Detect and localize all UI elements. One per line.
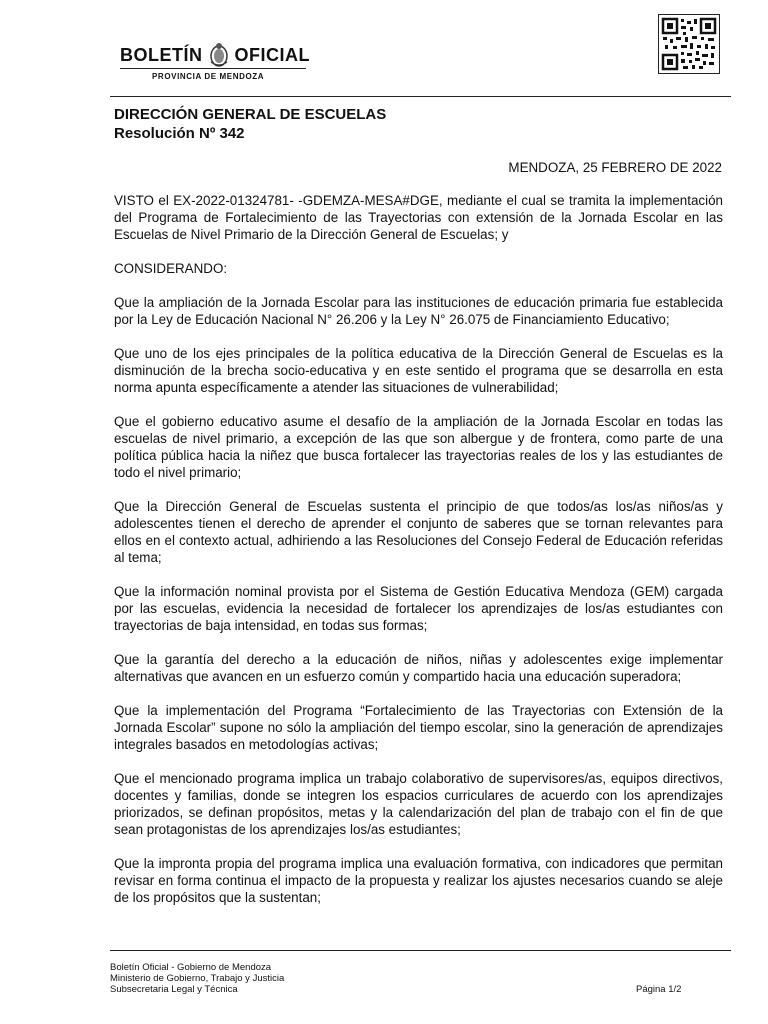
- provincial-emblem-icon: [208, 42, 230, 68]
- paragraph: Que la garantía del derecho a la educación de niños, niñas y adolescentes exige implementar alternativas que avancen en un esfuerzo común y compartido hacia una educación superadora;: [114, 652, 723, 684]
- paragraph: Que el mencionado programa implica un trabajo colaborativo de supervisores/as, equipos directivos, docentes y familias, donde se integren los espacios curriculares de acuerdo con los aprendizajes priorizados, se definan propósitos, metas y la calendarización del plan de trabajo con el fin de que sean protagonistas de los aprendizajes los/as estudiantes;: [114, 771, 723, 837]
- logo-subtitle: PROVINCIA DE MENDOZA: [152, 72, 265, 81]
- paragraph: Que la ampliación de la Jornada Escolar para las instituciones de educación primaria fue establecida por la Ley de Educación Nacional N° 26.206 y la Ley N° 26.075 de Financiamiento Educativo;: [114, 295, 723, 327]
- logo-underline: [120, 68, 306, 69]
- logo-right-text: OFICIAL: [234, 44, 310, 65]
- footer-line-2: Ministerio de Gobierno, Trabajo y Justicia: [110, 973, 285, 984]
- header-divider: [110, 96, 731, 97]
- paragraph: Que la impronta propia del programa implica una evaluación formativa, con indicadores que permitan revisar en forma continua el impacto de la propuesta y realizar los ajustes necesarios cuando se aleje de los propósitos que la sustentan;: [114, 856, 723, 905]
- page-number: Página 1/2: [636, 984, 682, 995]
- footer-divider: [110, 950, 731, 951]
- paragraph: Que uno de los ejes principales de la política educativa de la Dirección General de Escuelas es la disminución de la brecha socio-educativa y en este sentido el programa que se desarrolla en esta norma apunta específicamente a atender las situaciones de vulnerabilidad;: [114, 346, 723, 395]
- paragraph-considerando: CONSIDERANDO:: [114, 261, 228, 276]
- issuing-body: DIRECCIÓN GENERAL DE ESCUELAS: [114, 106, 387, 123]
- document-body: [114, 192, 723, 923]
- paragraph: Que la Dirección General de Escuelas sustenta el principio de que todos/as los/as niños/as y adolescentes tienen el derecho de aprender el conjunto de saberes que se tornan relevantes para ellos en el contexto actual, adhiriendo a las Resoluciones del Consejo Federal de Educación referidas al tema;: [114, 499, 723, 565]
- footer-line-1: Boletín Oficial - Gobierno de Mendoza: [110, 962, 272, 973]
- paragraph: Que el gobierno educativo asume el desafío de la ampliación de la Jornada Escolar en todas las escuelas de nivel primario, a excepción de las que son albergue y de frontera, como parte de una política pública hacia la niñez que busca fortalecer las trayectorias reales de los y las estudiantes de todo el nivel primario;: [114, 414, 723, 480]
- paragraph: Que la información nominal provista por el Sistema de Gestión Educativa Mendoza (GEM) cargada por las escuelas, evidencia la necesidad de fortalecer los aprendizajes de los/as estudiantes con trayectorias de baja intensidad, en todas sus formas;: [114, 584, 723, 633]
- logo-left-text: BOLETÍN: [120, 44, 203, 65]
- logo-wordmark: [120, 42, 310, 68]
- paragraph-visto: VISTO el EX-2022-01324781- -GDEMZA-MESA#DGE, mediante el cual se tramita la implementación del Programa de Fortalecimiento de las Trayectorias con extensión de la Jornada Escolar en las Escuelas de Nivel Primario de la Dirección General de Escuelas; y: [114, 193, 723, 242]
- resolution-number: Resolución Nº 342: [114, 125, 245, 142]
- document-date: MENDOZA, 25 FEBRERO DE 2022: [508, 160, 722, 175]
- qr-code-icon: [658, 14, 720, 74]
- document-title: [114, 105, 386, 143]
- footer: [110, 962, 284, 995]
- footer-line-3: Subsecretaria Legal y Técnica: [110, 984, 238, 995]
- paragraph: Que la implementación del Programa “Fortalecimiento de las Trayectorias con Extensión de la Jornada Escolar” supone no sólo la ampliación del tiempo escolar, sino la generación de aprendizajes integrales basados en metodologías activas;: [114, 703, 723, 752]
- boletin-oficial-logo: [120, 34, 310, 86]
